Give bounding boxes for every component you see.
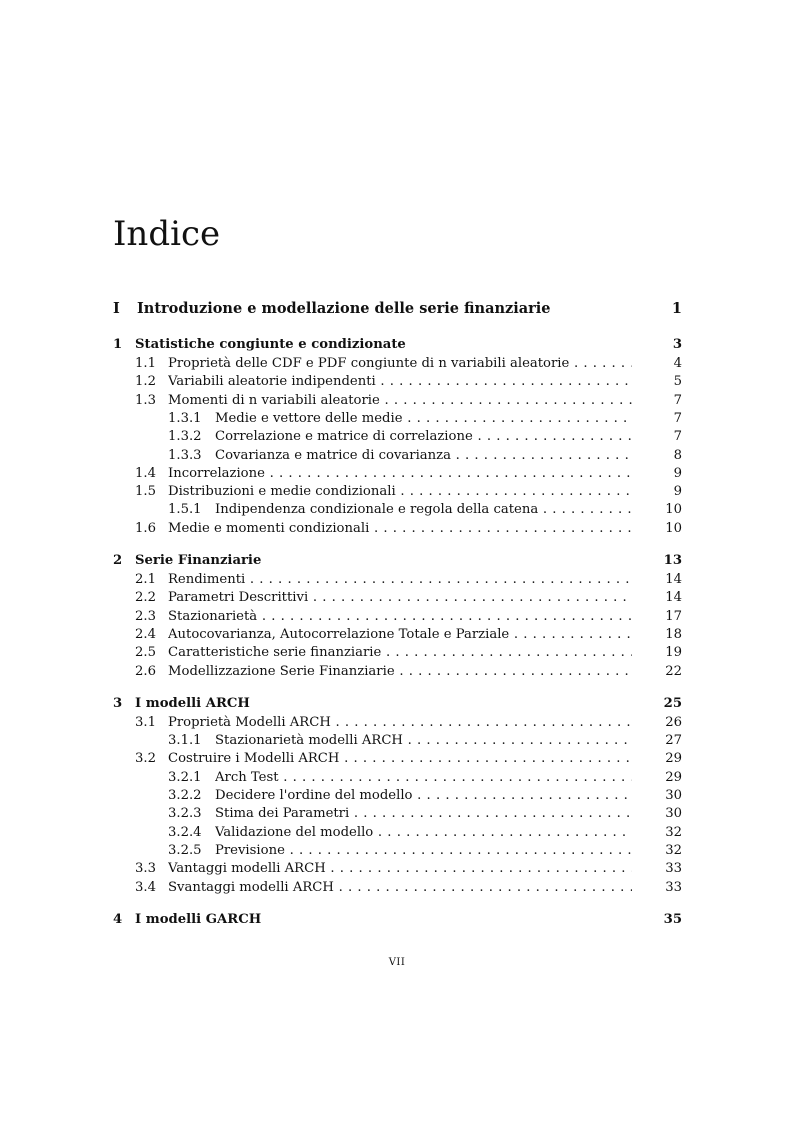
toc-page: 26	[665, 714, 682, 730]
toc-page: 19	[665, 645, 682, 661]
toc-page: 10	[665, 520, 682, 536]
toc-number: 2.5	[135, 645, 156, 661]
toc-section[interactable]	[113, 520, 682, 538]
toc-number: 3.2	[135, 751, 156, 767]
toc-page: 10	[665, 502, 682, 518]
toc-chapter[interactable]	[113, 695, 682, 713]
toc-subsection[interactable]	[113, 805, 682, 823]
toc-title: Costruire i Modelli ARCH . . .	[168, 750, 632, 768]
toc-number: 3.2.3	[168, 806, 202, 822]
toc-page: 7	[673, 429, 682, 445]
toc-section[interactable]	[113, 663, 682, 681]
toc-section[interactable]	[113, 644, 682, 662]
toc-page: 8	[673, 447, 682, 463]
toc-subsection[interactable]	[113, 410, 682, 428]
toc-page: 29	[665, 769, 682, 785]
toc-page: 30	[665, 806, 682, 822]
toc-subsection[interactable]	[113, 501, 682, 519]
toc-section[interactable]	[113, 608, 682, 626]
toc-title: Medie e momenti condizionali . . .	[168, 520, 632, 538]
toc-number: 1.4	[135, 465, 156, 481]
toc-subsection[interactable]	[113, 824, 682, 842]
toc-number: 3.2.4	[168, 824, 202, 840]
toc-subsection[interactable]	[113, 428, 682, 446]
toc-page: 30	[665, 788, 682, 803]
toc-page: 27	[665, 733, 682, 749]
toc-part[interactable]	[113, 300, 682, 318]
toc-section[interactable]	[113, 750, 682, 768]
toc-page: 14	[665, 590, 682, 606]
toc-page: 32	[665, 824, 682, 840]
toc-number: I	[113, 300, 120, 317]
toc-number: 3.2.2	[168, 788, 202, 803]
toc-title: I modelli GARCH	[135, 911, 262, 927]
toc-number: 1.5	[135, 484, 156, 500]
toc-number: 4	[113, 911, 123, 927]
toc-title: Svantaggi modelli ARCH . . .	[168, 879, 632, 897]
toc-title: Parametri Descrittivi . . .	[168, 589, 632, 607]
toc-chapter[interactable]	[113, 911, 682, 929]
toc-number: 2.2	[135, 590, 156, 606]
toc-number: 1	[113, 337, 123, 352]
toc-title: Vantaggi modelli ARCH . . .	[168, 860, 632, 878]
toc-title: Medie e vettore delle medie . . .	[215, 410, 632, 428]
toc-page: 3	[672, 337, 682, 352]
toc-page: 7	[673, 392, 682, 408]
toc-chapter[interactable]	[113, 336, 682, 354]
toc-page: 25	[663, 695, 682, 711]
toc-section[interactable]	[113, 465, 682, 483]
toc-page: 13	[663, 553, 682, 568]
toc-number: 2.3	[135, 608, 156, 624]
toc-section[interactable]	[113, 879, 682, 897]
toc-title: Decidere l'ordine del modello . . .	[215, 787, 632, 805]
toc-number: 3.4	[135, 879, 156, 895]
toc-section[interactable]	[113, 860, 682, 878]
toc-section[interactable]	[113, 373, 682, 391]
toc-number: 1.2	[135, 374, 156, 390]
toc-title: Stazionarietà modelli ARCH . . .	[215, 732, 632, 750]
toc-page: 18	[665, 626, 682, 642]
toc-page: 33	[665, 861, 682, 877]
toc-subsection[interactable]	[113, 787, 682, 805]
page-number: VII	[388, 957, 406, 968]
toc-number: 3.1.1	[168, 733, 202, 749]
toc-title: Statistiche congiunte e condizionate	[135, 337, 406, 352]
toc-section[interactable]	[113, 626, 682, 644]
toc-number: 2.4	[135, 626, 156, 642]
toc-subsection[interactable]	[113, 447, 682, 465]
toc-title: Incorrelazione . . .	[168, 465, 632, 483]
toc-page: 33	[665, 879, 682, 895]
toc-title: Autocovarianza, Autocorrelazione Totale e Parziale . . .	[168, 626, 632, 644]
toc-number: 1.5.1	[168, 502, 202, 518]
toc-section[interactable]	[113, 714, 682, 732]
toc-section[interactable]	[113, 483, 682, 501]
toc-page: 9	[673, 484, 682, 500]
toc-title: Momenti di n variabili aleatorie . . .	[168, 392, 632, 410]
toc-section[interactable]	[113, 392, 682, 410]
toc-section[interactable]	[113, 589, 682, 607]
toc-page: 1	[671, 300, 682, 317]
toc-number: 1.3.2	[168, 429, 202, 445]
toc-page: 35	[663, 911, 682, 927]
toc-section[interactable]	[113, 355, 682, 373]
toc-section[interactable]	[113, 571, 682, 589]
toc-number: 3.2.1	[168, 769, 202, 785]
toc-number: 1.3	[135, 392, 156, 408]
toc-title: Serie Finanziarie	[135, 553, 262, 568]
toc-title: Variabili aleatorie indipendenti . . .	[168, 373, 632, 391]
toc-page: 17	[665, 608, 682, 624]
toc-title: Arch Test . . .	[215, 769, 632, 787]
toc-number: 3.1	[135, 714, 156, 730]
toc-subsection[interactable]	[113, 769, 682, 787]
toc-title: Previsione . . .	[215, 842, 632, 860]
toc-title: Proprietà delle CDF e PDF congiunte di n variabili aleatorie . . .	[168, 355, 632, 373]
toc-number: 1.3.1	[168, 410, 202, 426]
toc-page: 7	[673, 410, 682, 426]
toc-page: 9	[673, 465, 682, 481]
toc-subsection[interactable]	[113, 842, 682, 860]
toc-number: 2	[113, 553, 123, 568]
toc-title: Covarianza e matrice di covarianza . . .	[215, 447, 632, 465]
toc-subsection[interactable]	[113, 732, 682, 750]
toc-title: I modelli ARCH	[135, 695, 250, 711]
toc-title: Stima dei Parametri . . .	[215, 805, 632, 823]
toc-title: Correlazione e matrice di correlazione . . .	[215, 428, 632, 446]
toc-number: 2.1	[135, 572, 156, 587]
toc-title: Proprietà Modelli ARCH . . .	[168, 714, 632, 732]
toc-title: Introduzione e modellazione delle serie finanziarie	[137, 300, 551, 317]
toc-number: 1.1	[135, 356, 156, 371]
toc-chapter[interactable]	[113, 552, 682, 570]
toc-page: 29	[665, 751, 682, 767]
toc-number: 1.3.3	[168, 447, 202, 463]
toc-number: 1.6	[135, 520, 156, 536]
toc-title: Caratteristiche serie finanziarie . . .	[168, 644, 632, 662]
toc-title: Stazionarietà . . .	[168, 608, 632, 626]
toc-page: 32	[665, 842, 682, 858]
toc-title: Rendimenti . . .	[168, 571, 632, 589]
toc-title: Modellizzazione Serie Finanziarie . . .	[168, 663, 632, 681]
toc-page: 4	[673, 356, 682, 371]
toc-page: 14	[665, 572, 682, 587]
toc-page: 5	[673, 374, 682, 390]
toc-page: 22	[665, 663, 682, 679]
toc-number: 2.6	[135, 663, 156, 679]
toc-number: 3	[113, 695, 123, 711]
page-title: Indice	[113, 214, 221, 254]
toc-number: 3.3	[135, 861, 156, 877]
toc-title: Validazione del modello . . .	[215, 824, 632, 842]
toc-title: Distribuzioni e medie condizionali . . .	[168, 483, 632, 501]
toc-number: 3.2.5	[168, 842, 202, 858]
toc-title: Indipendenza condizionale e regola della catena . . .	[215, 501, 632, 519]
